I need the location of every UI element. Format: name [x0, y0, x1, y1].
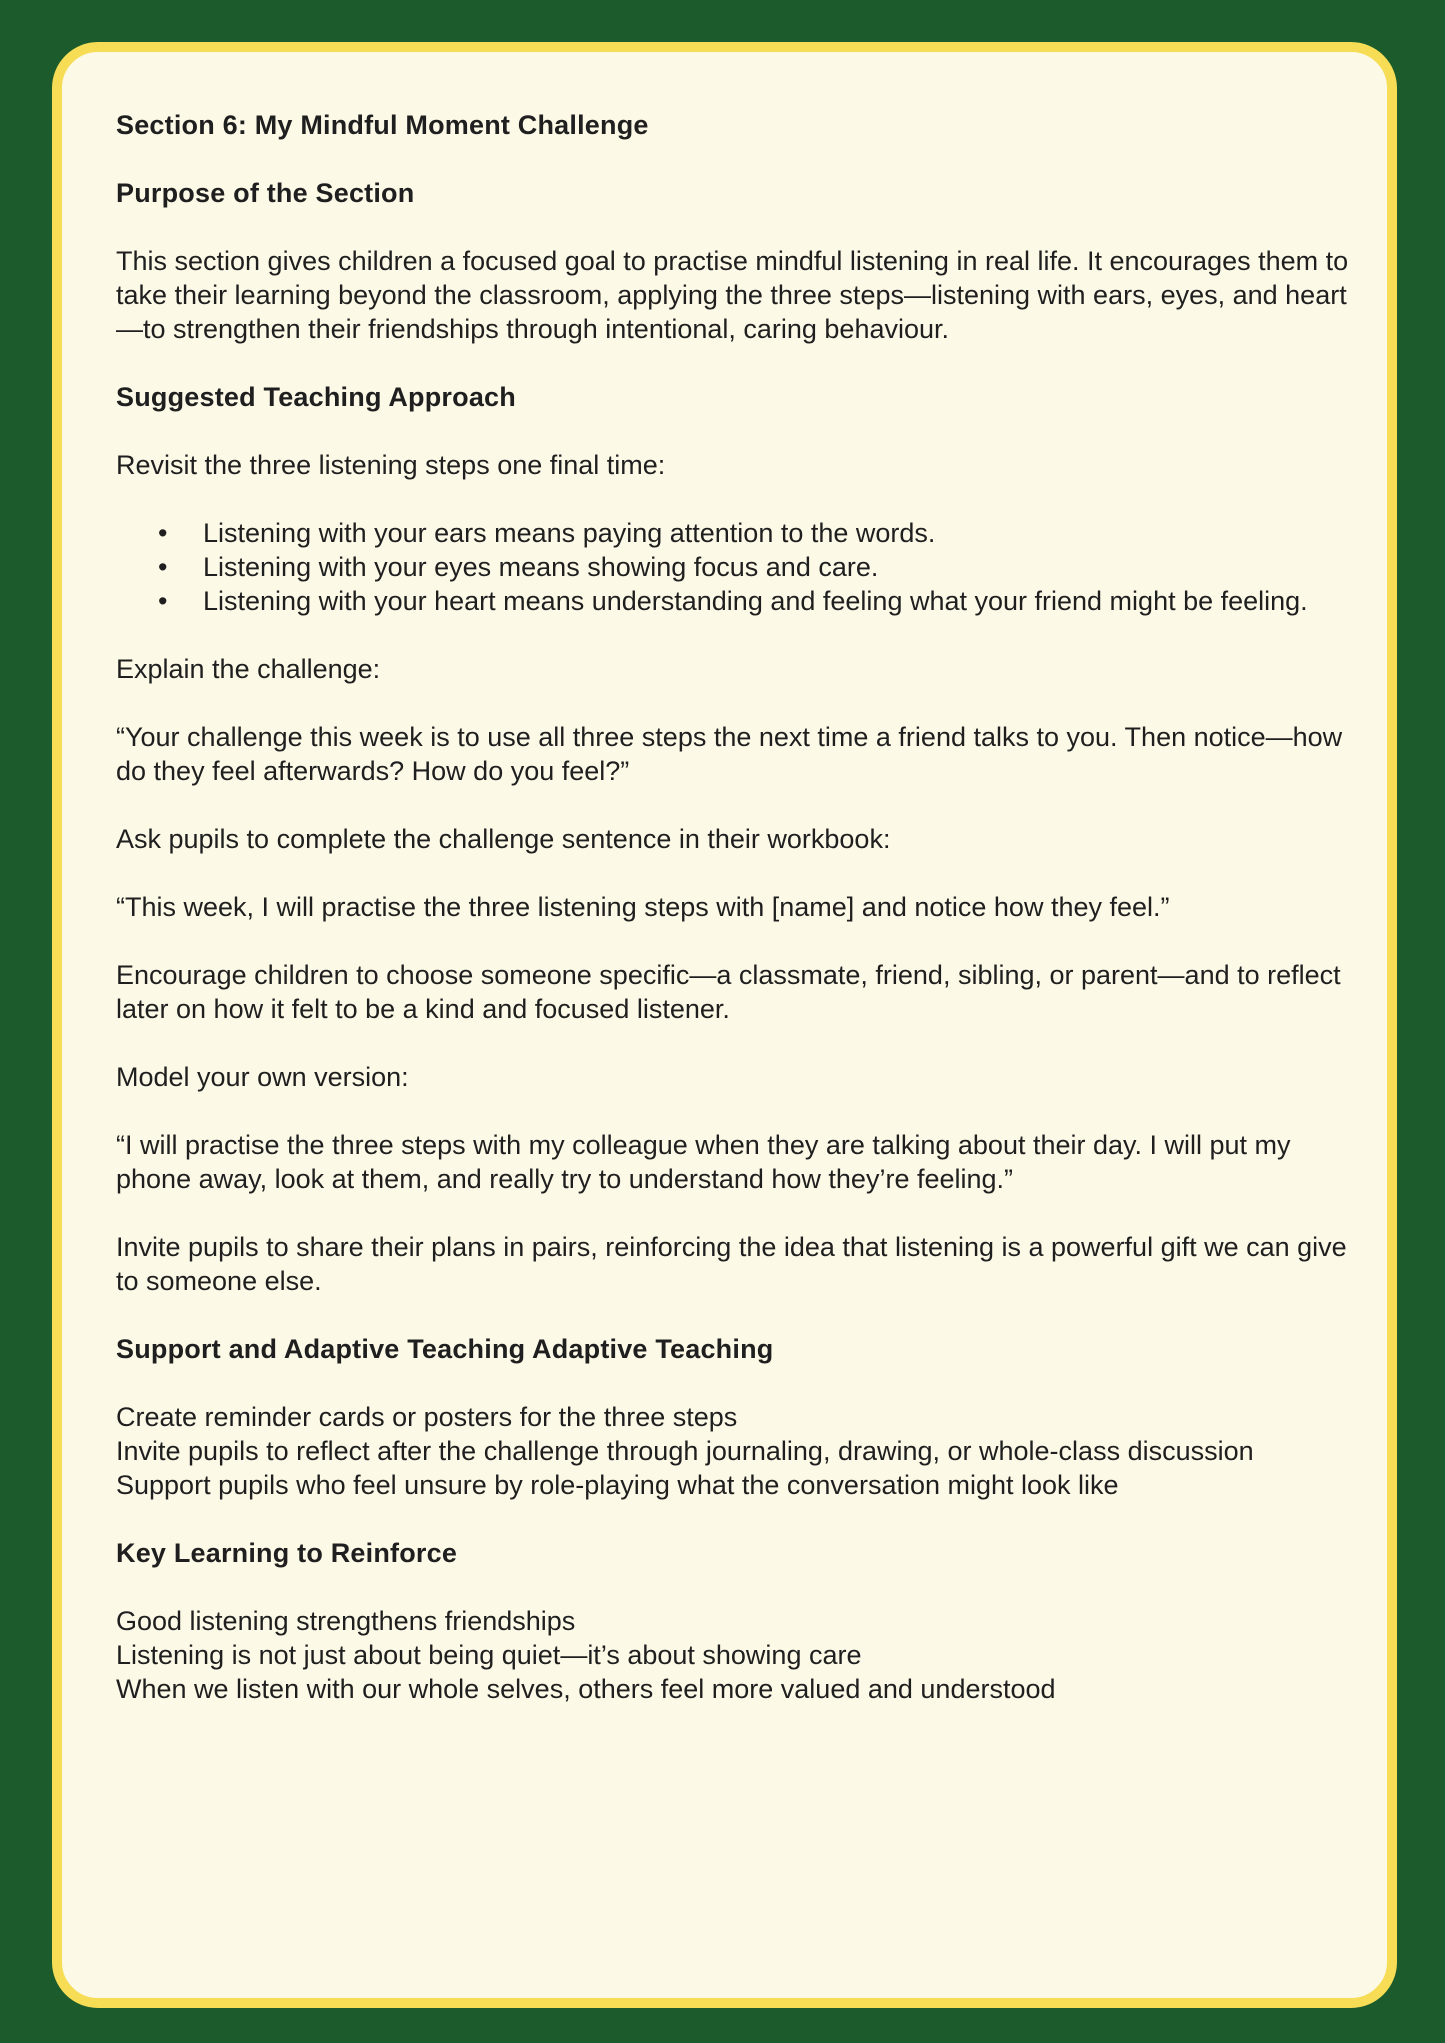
key-learning-line: Listening is not just about being quiet—it’s about showing care [116, 1640, 862, 1670]
challenge-quote: “Your challenge this week is to use all three steps the next time a friend talks to you. Then notice—how do they feel afterwards? How do you feel?” [116, 722, 1343, 786]
list-item-text: Listening with your heart means understanding and feeling what your friend might be feeling. [203, 586, 1308, 616]
encourage-text: Encourage children to choose someone specific—a classmate, friend, sibling, or parent—and to reflect later on how it felt to be a kind and focused listener. [116, 960, 1341, 1024]
bullet-icon: • [158, 552, 168, 582]
list-item [158, 550, 1361, 584]
sentence-quote: “This week, I will practise the three listening steps with [name] and notice how they feel.” [116, 892, 1170, 922]
list-item [158, 516, 1361, 550]
support-line: Invite pupils to reflect after the challenge through journaling, drawing, or whole-class discussion [116, 1436, 1254, 1466]
approach-intro: Revisit the three listening steps one final time: [116, 450, 666, 480]
key-learning-heading: Key Learning to Reinforce [116, 1538, 458, 1568]
purpose-text: This section gives children a focused goal to practise mindful listening in real life. It encourages them to take their learning beyond the classroom, applying the three steps—listening with ears, eyes, and heart—to strengthen their friendships through intentional, caring behaviour. [116, 246, 1349, 344]
bullet-icon: • [158, 586, 168, 616]
listening-steps-list [116, 516, 1361, 618]
list-item [158, 584, 1361, 618]
key-learning-lines [116, 1604, 1361, 1706]
support-lines [116, 1400, 1361, 1502]
invite-text: Invite pupils to share their plans in pairs, reinforcing the idea that listening is a powerful gift we can give to someone else. [116, 1232, 1347, 1296]
page-card [52, 42, 1397, 2008]
section-title: Section 6: My Mindful Moment Challenge [116, 110, 649, 140]
key-learning-line: When we listen with our whole selves, others feel more valued and understood [116, 1674, 1056, 1704]
approach-heading: Suggested Teaching Approach [116, 382, 516, 412]
list-item-text: Listening with your eyes means showing focus and care. [203, 552, 879, 582]
document-content [116, 108, 1361, 1706]
support-heading: Support and Adaptive Teaching Adaptive Teaching [116, 1334, 774, 1364]
model-quote: “I will practise the three steps with my colleague when they are talking about their day. I will put my phone away, look at them, and really try to understand how they’re feeling.” [116, 1130, 1291, 1194]
key-learning-line: Good listening strengthens friendships [116, 1606, 576, 1636]
list-item-text: Listening with your ears means paying attention to the words. [203, 518, 936, 548]
support-line: Create reminder cards or posters for the three steps [116, 1402, 738, 1432]
ask-label: Ask pupils to complete the challenge sentence in their workbook: [116, 824, 891, 854]
bullet-icon: • [158, 518, 168, 548]
model-label: Model your own version: [116, 1062, 409, 1092]
explain-label: Explain the challenge: [116, 654, 381, 684]
purpose-heading: Purpose of the Section [116, 178, 415, 208]
support-line: Support pupils who feel unsure by role-playing what the conversation might look like [116, 1470, 1119, 1500]
